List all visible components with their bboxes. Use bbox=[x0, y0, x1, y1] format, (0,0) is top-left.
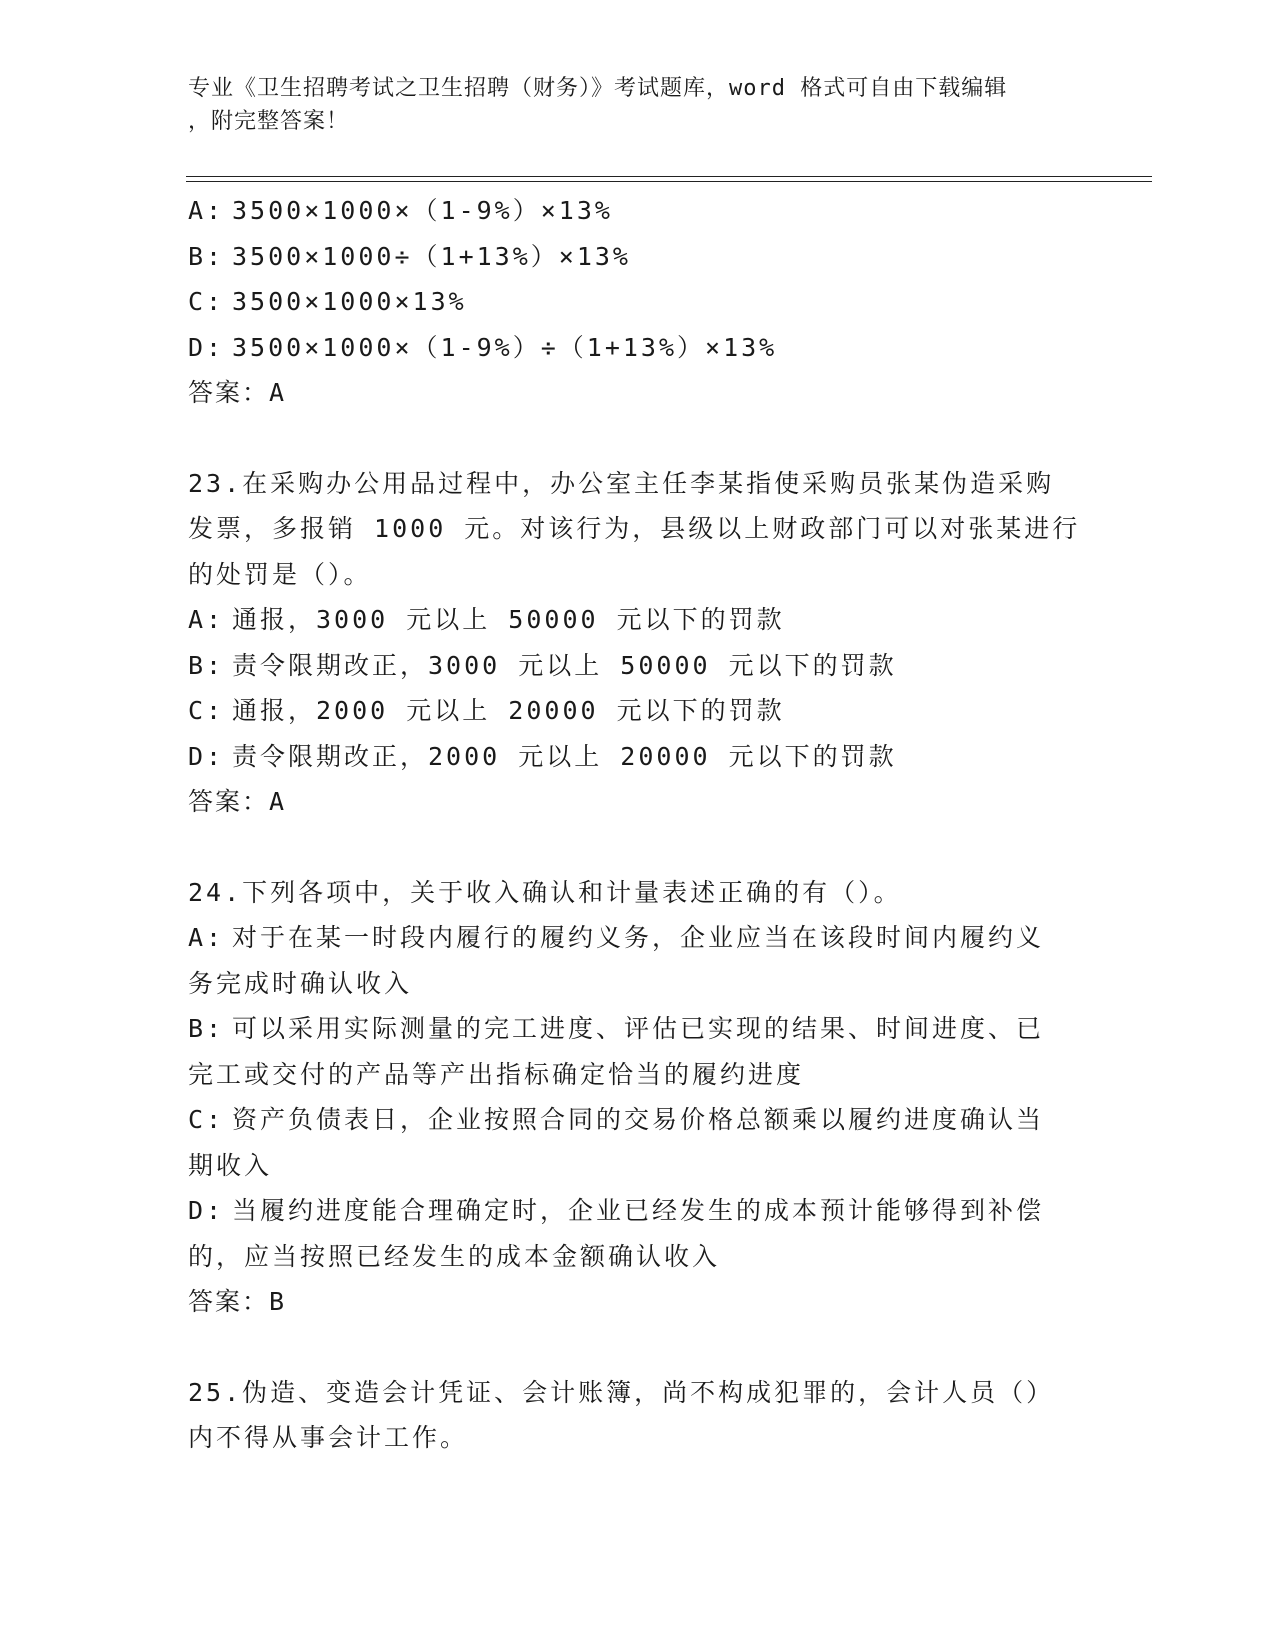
header-rule-bottom bbox=[186, 181, 1152, 182]
question-25-stem-line: 内不得从事会计工作。 bbox=[188, 1423, 469, 1452]
question-24-answer: 答案：B bbox=[188, 1287, 287, 1316]
question-24-option-b-cont: 完工或交付的产品等产出指标确定恰当的履约进度 bbox=[188, 1059, 805, 1089]
document-header bbox=[188, 72, 1068, 138]
question-24-stem: 24.下列各项中，关于收入确认和计量表述正确的有（）。 bbox=[188, 877, 902, 907]
question-24-option-c: C: 资产负债表日，企业按照合同的交易价格总额乘以履约进度确认当 bbox=[188, 1105, 1045, 1134]
question-24-option-d: D: 当履约进度能合理确定时，企业已经发生的成本预计能够得到补偿 bbox=[188, 1196, 1045, 1225]
question-24-option-c-cont: 期收入 bbox=[188, 1150, 273, 1180]
question-24 bbox=[188, 870, 1078, 1325]
header-rule-top bbox=[186, 176, 1152, 177]
question-25-stem-line: 25.伪造、变造会计凭证、会计账簿，尚不构成犯罪的，会计人员（） bbox=[188, 1377, 1055, 1407]
question-24-option-a-cont: 务完成时确认收入 bbox=[188, 968, 413, 998]
question-25 bbox=[188, 1370, 1078, 1461]
question-23-stem-line: 发票，多报销 1000 元。对该行为，县级以上财政部门可以对张某进行 bbox=[188, 514, 1081, 543]
question-22-option-a: A: 3500×1000×（1-9%）×13% bbox=[188, 196, 613, 225]
question-22-option-d: D: 3500×1000×（1-9%）÷（1+13%）×13% bbox=[188, 332, 778, 362]
question-23 bbox=[188, 461, 1081, 825]
question-24-option-a: A: 对于在某一时段内履行的履约义务，企业应当在该段时间内履约义 bbox=[188, 923, 1045, 952]
question-23-option-b: B: 责令限期改正，3000 元以上 50000 元以下的罚款 bbox=[188, 650, 897, 680]
question-23-option-c: C: 通报，2000 元以上 20000 元以下的罚款 bbox=[188, 696, 785, 725]
question-content bbox=[188, 188, 1081, 1461]
question-23-option-a: A: 通报，3000 元以上 50000 元以下的罚款 bbox=[188, 605, 785, 634]
question-23-stem-line: 23.在采购办公用品过程中，办公室主任李某指使采购员张某伪造采购 bbox=[188, 468, 1055, 498]
header-line-2: ，附完整答案！ bbox=[188, 109, 350, 134]
question-22-option-c: C: 3500×1000×13% bbox=[188, 287, 467, 316]
header-line-1: 专业《卫生招聘考试之卫生招聘（财务）》考试题库，word 格式可自由下载编辑 bbox=[188, 76, 1008, 101]
question-24-option-b: B: 可以采用实际测量的完工进度、评估已实现的结果、时间进度、已 bbox=[188, 1014, 1045, 1043]
question-24-option-d-cont: 的，应当按照已经发生的成本金额确认收入 bbox=[188, 1241, 721, 1271]
question-23-stem-line: 的处罚是（）。 bbox=[188, 559, 372, 589]
question-23-option-d: D: 责令限期改正，2000 元以上 20000 元以下的罚款 bbox=[188, 741, 897, 771]
question-23-answer: 答案：A bbox=[188, 787, 287, 816]
question-22-option-b: B: 3500×1000÷（1+13%）×13% bbox=[188, 241, 631, 271]
question-22-answer: 答案：A bbox=[188, 378, 287, 407]
question-22-options bbox=[188, 188, 1078, 416]
